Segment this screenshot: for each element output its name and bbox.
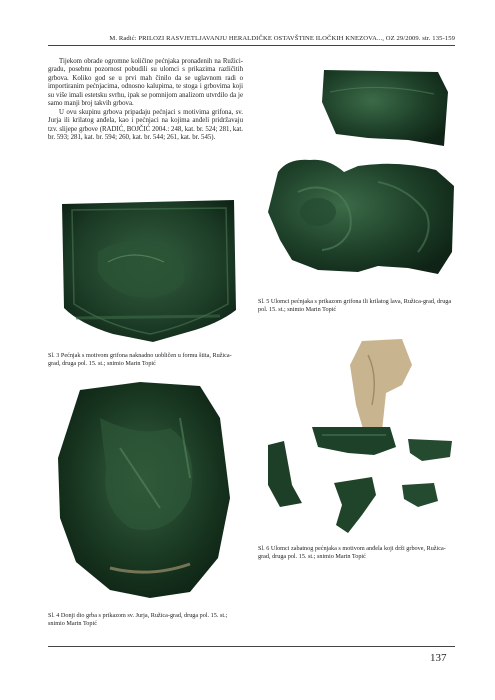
figure-3-photo xyxy=(58,192,238,344)
paragraph: Tijekom obrade ogromne količine pećnjaka pronađenih na Ružici-gradu, posebnu pozornost pobudili su ulomci s prikazima različitih grbova. Koliko god se u prvi mah činilo da se uglavnom radi o importiranim pećnjacima, odnosno kalupima, te stoga i grbovima koji su više imali estetsku svrhu, ipak se pomnijom analizom utvrdilo da je samo manji broj takvih grbova. xyxy=(48,58,243,108)
figure-5-photo xyxy=(258,62,458,290)
figure-3-caption: Sl. 3 Pećnjak s motivom grifona naknadno uobličen u formu štita, Ružica-grad, druga pol. 15. st.; snimio Marin Topić xyxy=(48,352,232,367)
figure-6-photo xyxy=(262,335,457,535)
page-number: 137 xyxy=(430,652,447,664)
figure-4-photo xyxy=(50,378,238,600)
footer-rule xyxy=(48,646,455,647)
running-header: M. Radić: PRILOZI RASVJETLJAVANJU HERALDIČKE OSTAVŠTINE ILOČKIH KNEZOVA..., OZ 29/2009. str. 135-159 xyxy=(109,35,455,42)
body-text xyxy=(48,58,243,143)
header-rule xyxy=(48,45,455,46)
figure-5-caption: Sl. 5 Ulomci pećnjaka s prikazom grifona ili krilatog lava, Ružica-grad, druga pol. 15. st.; snimio Marin Topić xyxy=(258,298,452,313)
figure-6-caption: Sl. 6 Ulomci zabatnog pećnjaka s motivom anđela koji drži grbove, Ružica-grad, druga pol. 15. st.; snimio Marin Topić xyxy=(258,545,446,560)
paragraph: U ovu skupinu grbova pripadaju pećnjaci s motivima grifona, sv. Jurja ili krilatog anđela, kao i pećnjaci na kojima anđeli pridržavaju tzv. slijepe grbove (RADIĆ, BOJČIĆ 2004.: 248, kat. br. 524; 281, kat. br. 593; 281, kat. br. 594; 260, kat. br. 544; 261, kat. br. 545). xyxy=(48,108,243,142)
figure-4-caption: Sl. 4 Donji dio grba s prikazom sv. Jurja, Ružica-grad, druga pol. 15. st.; snimio Marin Topić xyxy=(48,612,228,627)
